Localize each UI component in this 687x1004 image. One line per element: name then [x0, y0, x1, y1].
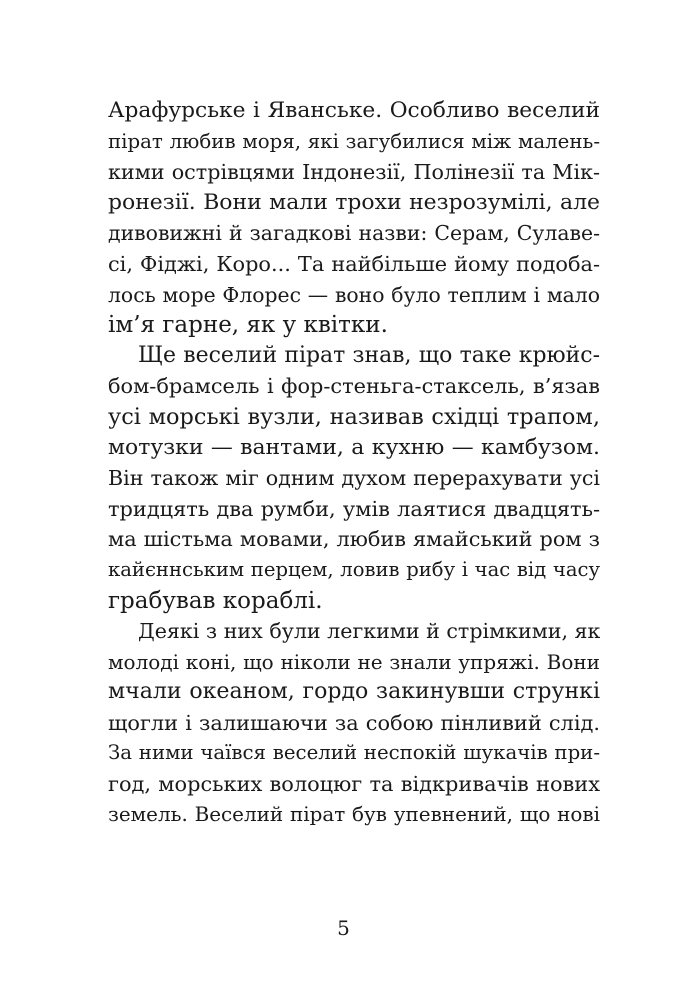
text-line: щогли і залишаючи за собою пінливий слід.	[108, 710, 600, 735]
text-line: ім’я гарне, як у квітки.	[108, 312, 388, 339]
text-line: сі, Фіджі, Коро... Та найбільше йому подоба-	[108, 251, 600, 276]
text-line: год, морських волоцюг та відкривачів нових	[108, 772, 600, 797]
paragraph-3	[108, 616, 600, 830]
text-line: молоді коні, що ніколи не знали упряжі. Вони	[108, 649, 600, 674]
text-line: За ними чаївся веселий неспокій шукачів при-	[108, 741, 600, 765]
text-line: Деякі з них були легкими й стрімкими, як	[138, 619, 600, 644]
text-line: Він також міг одним духом перерахувати усі	[108, 466, 600, 491]
text-line: земель. Веселий пірат був упевнений, що нові	[108, 802, 600, 826]
text-line: ронезії. Вони мали трохи незрозумілі, але	[108, 189, 600, 215]
text-line: тридцять два румби, умів лаятися двадцять-	[108, 496, 600, 521]
page-number: 5	[337, 916, 350, 940]
text-line: мчали океаном, гордо закинувши стрункі	[108, 679, 600, 705]
text-line: бом-брамсель і фор-стеньга-стаксель, в’язав	[108, 374, 600, 399]
text-line: грабував кораблі.	[108, 587, 323, 614]
paragraph-1	[108, 96, 600, 341]
text-line: Ще веселий пірат знав, що таке крюйс-	[138, 342, 600, 368]
text-line: лось море Флорес — воно було теплим і мало	[108, 282, 600, 307]
text-line: кими острівцями Індонезії, Полінезії та Мік-	[108, 160, 600, 185]
text-line: Арафурське і Яванське. Особливо веселий	[108, 98, 600, 123]
text-line: усі морські вузли, називав східці трапом,	[108, 403, 600, 430]
text-line: кайєннським перцем, ловив рибу і час від часу	[108, 557, 600, 581]
paragraph-2	[108, 341, 600, 616]
text-line: пірат любив моря, які загубилися між малень-	[108, 129, 600, 153]
text-line: дивовижні й загадкові назви: Серам, Сулаве-	[108, 221, 600, 246]
text-line: мотузки — вантами, а кухню — камбузом.	[108, 434, 600, 460]
text-line: ма шістьма мовами, любив ямайський ром з	[108, 527, 600, 552]
body-text	[108, 96, 600, 830]
